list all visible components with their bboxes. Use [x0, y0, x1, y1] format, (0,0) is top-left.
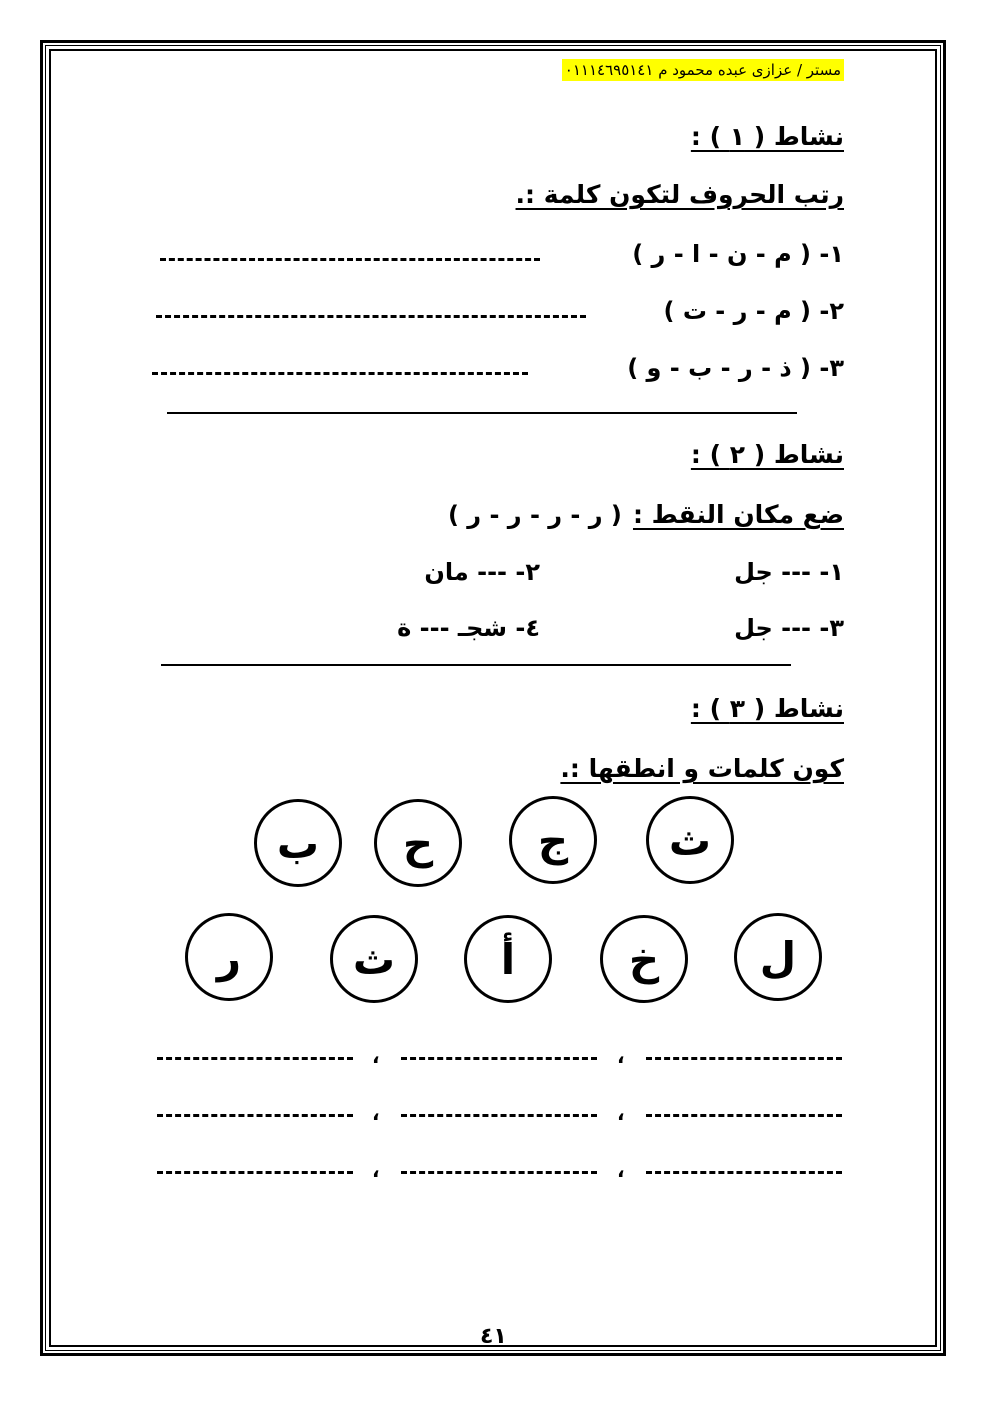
answer-line[interactable]: [401, 1114, 597, 1117]
section-divider: [161, 664, 791, 666]
answer-line[interactable]: [152, 372, 528, 375]
letter-circle[interactable]: أ: [464, 915, 552, 1003]
activity2-item-4: ٤- شجـ --- ة: [397, 614, 540, 642]
answer-line[interactable]: [401, 1057, 597, 1060]
letter-circle[interactable]: ر: [185, 913, 273, 1001]
activity3-instruction: كون كلمات و انطقها :.: [560, 754, 844, 783]
activity2-options: ( ر - ر - ر - ر ): [447, 501, 622, 529]
answer-line[interactable]: [156, 315, 586, 318]
separator-comma: ،: [617, 1044, 625, 1068]
letter-circle[interactable]: ج: [509, 796, 597, 884]
separator-comma: ،: [617, 1101, 625, 1125]
activity2-title: نشاط ( ٢ ) :: [690, 440, 844, 469]
letter-circle[interactable]: ح: [374, 799, 462, 887]
letter-circle[interactable]: ث: [330, 915, 418, 1003]
activity2-item-2: ٢- --- مان: [424, 558, 540, 586]
answer-line[interactable]: [646, 1114, 842, 1117]
letter-circle[interactable]: ث: [646, 796, 734, 884]
answer-line[interactable]: [646, 1171, 842, 1174]
answer-line[interactable]: [157, 1171, 353, 1174]
answer-line[interactable]: [157, 1057, 353, 1060]
activity2-instruction: [448, 500, 844, 529]
section-divider: [167, 412, 797, 414]
separator-comma: ،: [372, 1044, 380, 1068]
activity1-instruction: رتب الحروف لتكون كلمة :.: [515, 180, 844, 209]
answer-line[interactable]: [157, 1114, 353, 1117]
activity2-item-3: ٣- --- جل: [734, 614, 844, 642]
page-number: ٤١: [480, 1324, 507, 1349]
activity1-item-3: ٣- ( ذ - ر - ب - و ): [627, 354, 844, 382]
activity3-title: نشاط ( ٣ ) :: [690, 694, 844, 723]
answer-line[interactable]: [401, 1171, 597, 1174]
activity1-item-1: ١- ( م - ن - ا - ر ): [632, 240, 844, 268]
separator-comma: ،: [372, 1158, 380, 1182]
activity2-instruction-label: ضع مكان النقط :: [632, 500, 844, 529]
activity2-item-1: ١- --- جل: [734, 558, 844, 586]
answer-line[interactable]: [160, 258, 540, 261]
letter-circle[interactable]: ب: [254, 799, 342, 887]
answer-line[interactable]: [646, 1057, 842, 1060]
activity1-item-2: ٢- ( م - ر - ت ): [663, 297, 844, 325]
separator-comma: ،: [372, 1101, 380, 1125]
letter-circle[interactable]: ل: [734, 913, 822, 1001]
author-credit: مستر / عزازى عبده محمود م ٠١١١٤٦٩٥١٤١: [562, 59, 844, 81]
separator-comma: ،: [617, 1158, 625, 1182]
letter-circle[interactable]: خ: [600, 915, 688, 1003]
activity1-title: نشاط ( ١ ) :: [690, 122, 844, 151]
